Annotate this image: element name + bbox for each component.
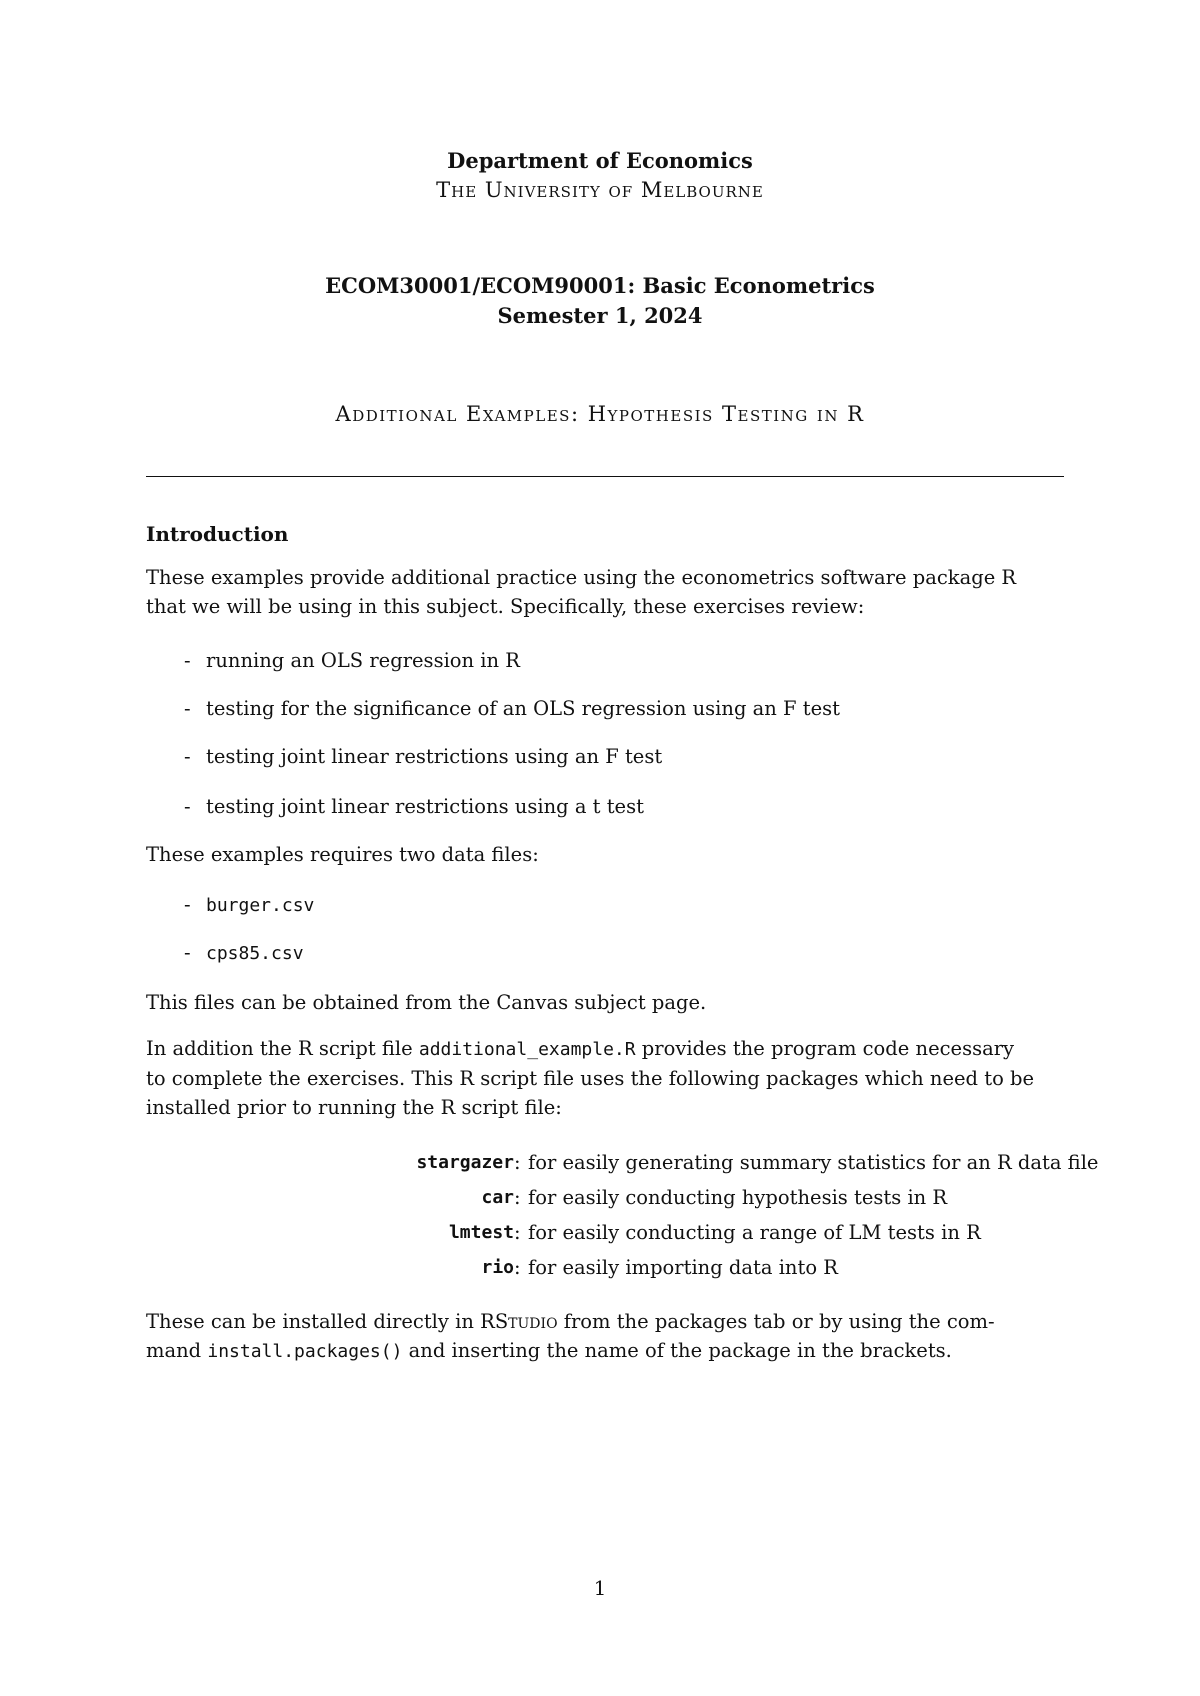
list-item-text: testing joint linear restrictions using a t test xyxy=(206,795,644,818)
script-text: In addition the R script file xyxy=(146,1037,419,1060)
bullet-dash: - xyxy=(184,893,191,916)
bullet-dash: - xyxy=(184,941,191,964)
package-description: for easily conducting a range of LM tests in R xyxy=(528,1221,981,1244)
install-text: These can be installed directly in xyxy=(146,1310,481,1333)
semester-label: Semester 1, 2024 xyxy=(497,303,703,328)
university-name: The University of Melbourne xyxy=(436,178,764,202)
intro-paragraph xyxy=(146,563,1064,621)
list-item xyxy=(184,646,1044,675)
bullet-dash: - xyxy=(184,795,191,818)
install-paragraph xyxy=(146,1307,1064,1366)
document-title: Additional Examples: Hypothesis Testing in R xyxy=(335,402,865,426)
obtain-note: This files can be obtained from the Canvas subject page. xyxy=(146,991,707,1014)
package-separator: : xyxy=(514,1256,521,1279)
install-line xyxy=(146,1336,1064,1366)
package-name: stargazer xyxy=(416,1152,514,1173)
list-item xyxy=(184,792,1044,821)
section-heading: Introduction xyxy=(146,522,289,546)
install-command: install.packages() xyxy=(207,1341,403,1362)
course-title: ECOM30001/ECOM90001: Basic Econometrics xyxy=(325,273,875,298)
package-separator: : xyxy=(514,1221,521,1244)
list-item xyxy=(184,890,1044,920)
data-file-name: cps85.csv xyxy=(206,943,304,964)
package-name: lmtest xyxy=(448,1222,514,1243)
script-line xyxy=(146,1034,1064,1064)
horizontal-rule xyxy=(146,476,1064,477)
page-number: 1 xyxy=(593,1576,607,1600)
install-text: from the packages tab or by using the com- xyxy=(557,1310,995,1333)
rstudio-logo-text xyxy=(480,1310,557,1333)
package-description: for easily generating summary statistics for an R data file xyxy=(528,1151,1099,1174)
package-name: car xyxy=(481,1187,514,1208)
list-item-text: testing for the significance of an OLS regression using an F test xyxy=(206,697,840,720)
list-item xyxy=(184,938,1044,968)
list-item xyxy=(184,742,1044,771)
install-line xyxy=(146,1307,1064,1336)
install-text: mand xyxy=(146,1339,208,1362)
package-separator: : xyxy=(514,1151,521,1174)
script-paragraph xyxy=(146,1034,1064,1122)
intro-line: that we will be using in this subject. Specifically, these exercises review: xyxy=(146,595,865,618)
list-item-text: running an OLS regression in R xyxy=(206,649,520,672)
data-files-intro: These examples requires two data files: xyxy=(146,843,539,866)
bullet-dash: - xyxy=(184,697,191,720)
package-description: for easily conducting hypothesis tests in R xyxy=(528,1186,948,1209)
script-text: provides the program code necessary xyxy=(635,1037,1015,1060)
list-item-text: testing joint linear restrictions using an F test xyxy=(206,745,663,768)
intro-line: These examples provide additional practice using the econometrics software package R xyxy=(146,566,1017,589)
script-line: to complete the exercises. This R script file uses the following packages which need to be xyxy=(146,1067,1035,1090)
install-text: and inserting the name of the package in the brackets. xyxy=(402,1339,952,1362)
script-file-name: additional_example.R xyxy=(418,1039,636,1060)
department-name: Department of Economics xyxy=(447,148,753,173)
script-line: installed prior to running the R script file: xyxy=(146,1096,562,1119)
rstudio-rest: Studio xyxy=(494,1310,558,1333)
package-description: for easily importing data into R xyxy=(528,1256,838,1279)
data-file-name: burger.csv xyxy=(206,895,315,916)
bullet-dash: - xyxy=(184,649,191,672)
rstudio-r: R xyxy=(480,1310,495,1333)
bullet-dash: - xyxy=(184,745,191,768)
package-separator: : xyxy=(514,1186,521,1209)
package-name: rio xyxy=(481,1257,514,1278)
list-item xyxy=(184,694,1044,723)
